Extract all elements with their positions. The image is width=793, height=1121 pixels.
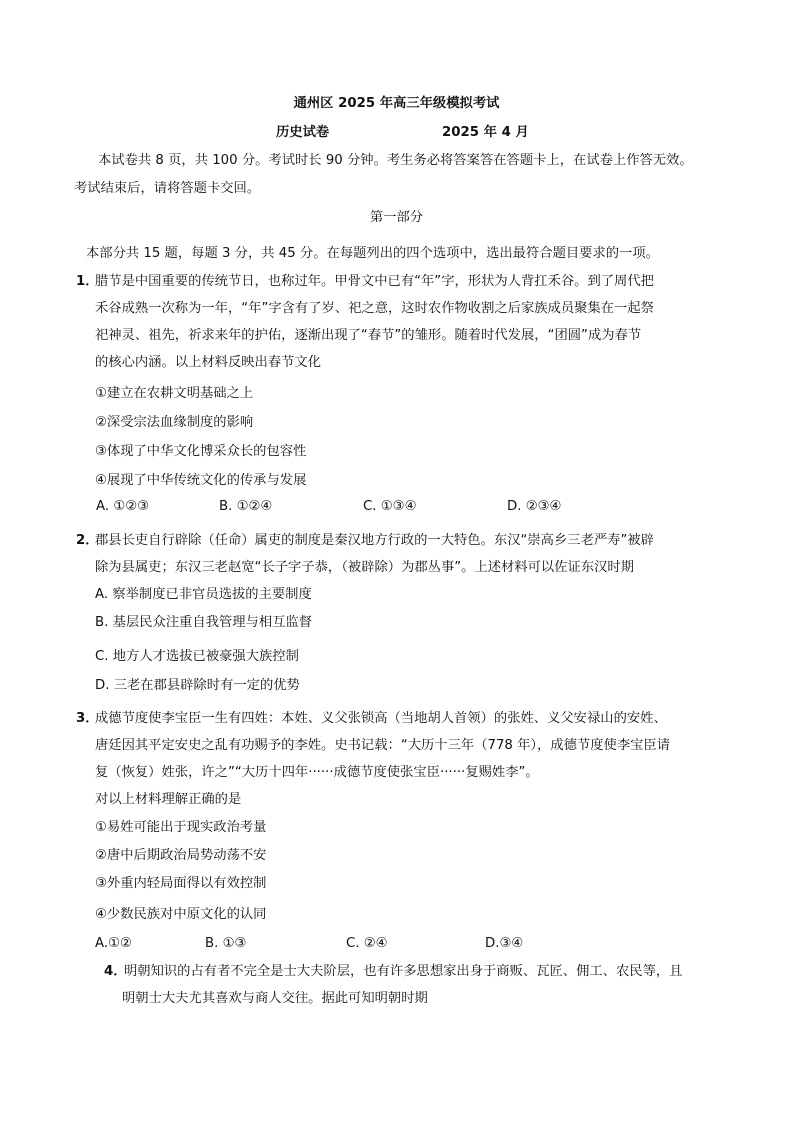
question-1-stem-line: 祀神灵、祖先，祈求来年的护佑，逐渐出现了“春节”的雏形。随着时代发展，“团圆”成为春节 [95,328,642,343]
question-4-stem-line: 明朝士大夫尤其喜欢与商人交往。据此可知明朝时期 [122,991,428,1006]
question-1-option-d[interactable]: D. ②③④ [507,499,562,514]
exam-subject: 历史试卷 [276,125,330,140]
question-2-option-b[interactable]: B. 基层民众注重自我管理与相互监督 [95,615,313,630]
question-3-statement: ②唐中后期政治局势动荡不安 [95,848,267,863]
question-3-statement: ①易姓可能出于现实政治考量 [95,820,267,835]
question-3-stem-line: 成德节度使李宝臣一生有四姓：本姓、义父张锁高（当地胡人首领）的张姓、义父安禄山的安姓、 [95,711,667,726]
part-title: 第一部分 [369,210,424,225]
question-3-stem-line: 复（恢复）姓张，许之”“大历十四年······成德节度使张宝臣······复赐姓李”。 [95,765,539,780]
question-4-stem-line: 明朝知识的占有者不完全是士大夫阶层，也有许多思想家出身于商贩、瓦匠、佣工、农民等，且 [124,964,683,979]
question-1-statement: ④展现了中华传统文化的传承与发展 [95,473,307,488]
question-1-stem-line: 腊节是中国重要的传统节日，也称过年。甲骨文中已有“年”字，形状为人背扛禾谷。到了周代把 [95,274,654,289]
exam-date: 2025 年 4 月 [442,125,529,140]
question-3-statement: ③外重内轻局面得以有效控制 [95,876,267,891]
question-1-stem-line: 禾谷成熟一次称为一年，“年”字含有了岁、祀之意，这时农作物收割之后家族成员聚集在一起祭 [95,301,654,316]
question-3-option-b[interactable]: B. ①③ [205,936,247,951]
question-1-option-c[interactable]: C. ①③④ [363,499,417,514]
question-3-option-d[interactable]: D.③④ [485,936,524,951]
question-3-option-c[interactable]: C. ②④ [346,936,388,951]
question-2-option-d[interactable]: D. 三老在郡县辟除时有一定的优势 [95,678,300,693]
question-4-number: 4． [104,964,127,979]
question-2-number: 2． [76,533,99,548]
part-note: 本部分共 15 题，每题 3 分，共 45 分。在每题列出的四个选项中，选出最符合题目要求的一项。 [86,246,659,261]
question-1-number: 1． [76,274,99,289]
question-3-number: 3． [76,711,99,726]
question-2-stem-line: 除为县属吏；东汉三老赵宽“长子字子恭，（被辟除）为郡丛事”。上述材料可以佐证东汉时期 [95,560,635,575]
question-3-statement: ④少数民族对中原文化的认同 [95,907,267,922]
instructions-line-2: 考试结束后，请将答题卡交回。 [74,181,261,196]
exam-title: 通州区 2025 年高三年级模拟考试 [293,96,500,111]
question-1-statement: ②深受宗法血缘制度的影响 [95,415,254,430]
question-3-option-a[interactable]: A.①② [95,936,132,951]
question-1-statement: ③体现了中华文化博采众长的包容性 [95,444,307,459]
question-2-stem-line: 郡县长吏自行辟除（任命）属吏的制度是秦汉地方行政的一大特色。东汉“崇高乡三老严寿”被辟 [95,533,654,548]
question-2-option-a[interactable]: A. 察举制度已非官员选拔的主要制度 [95,587,312,602]
question-1-statement: ①建立在农耕文明基础之上 [95,386,254,401]
question-3-stem-line: 对以上材料理解正确的是 [95,792,242,807]
question-1-option-b[interactable]: B. ①②④ [219,499,273,514]
instructions-line-1: 本试卷共 8 页，共 100 分。考试时长 90 分钟。考生务必将答案答在答题卡上，在试卷上作答无效。 [98,153,693,168]
question-3-stem-line: 唐廷因其平定安史之乱有功赐予的李姓。史书记载：“大历十三年（778 年），成德节度使李宝臣请 [95,738,671,753]
question-1-option-a[interactable]: A. ①②③ [96,499,150,514]
question-1-stem-line: 的核心内涵。以上材料反映出春节文化 [95,355,322,370]
question-2-option-c[interactable]: C. 地方人才选拔已被豪强大族控制 [95,649,299,664]
